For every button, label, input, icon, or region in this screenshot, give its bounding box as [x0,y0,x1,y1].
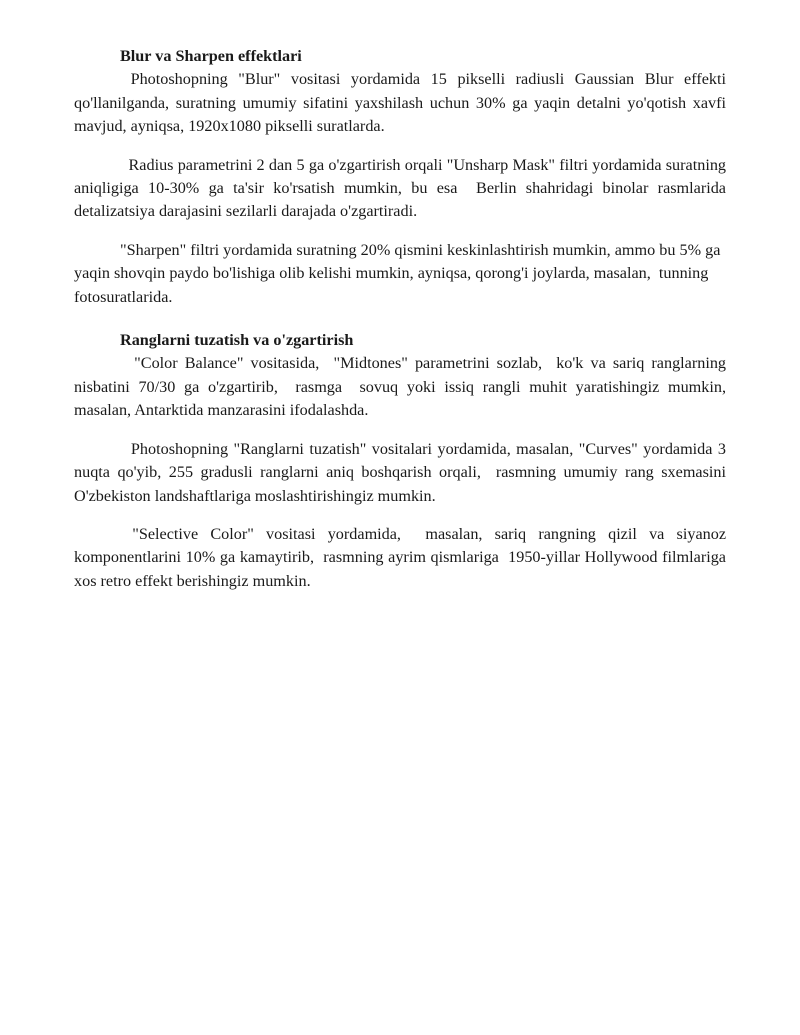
section-color-correction [74,329,731,593]
section-heading: Blur va Sharpen effektlari [120,47,302,65]
section-blur-sharpen [74,45,735,309]
paragraph: Photoshopning "Blur" vositasi yordamida 15 pikselli radiusli Gaussian Blur effekti qo'llanilganda, suratning umumiy sifatini yaxshilash uchun 30% ga yaqin detalni yo'qotish xavfi mavjud, ayniqsa, 1920x1080 pikselli suratlarda. [74,70,731,136]
paragraph: Photoshopning "Ranglarni tuzatish" vositalari yordamida, masalan, "Curves" yordamida 3 nuqta qo'yib, 255 gradusli ranglarni aniq boshqarish orqali, rasmning umumiy rang sxemasini O'zbekiston landshaftlariga moslashtirishingiz mumkin. [74,439,731,505]
paragraph: "Color Balance" vositasida, "Midtones" parametrini sozlab, ko'k va sariq ranglarning nisbatini 70/30 ga o'zgartirib, rasmga sovuq yoki issiq rangli muhit yaratishingiz mumkin, masalan, Antarktida manzarasini ifodalashda. [74,354,731,420]
paragraph: Radius parametrini 2 dan 5 ga o'zgartirish orqali "Unsharp Mask" filtri yordamida suratning aniqligiga 10-30% ga ta'sir ko'rsatish mumkin, bu esa Berlin shahridagi binolar rasmlarida detalizatsiya darajasini sezilarli darajada o'zgartiradi. [74,155,735,221]
paragraph: "Sharpen" filtri yordamida suratning 20% qismini keskinlashtirish mumkin, ammo bu 5% ga yaqin shovqin paydo bo'lishiga olib kelishi mumkin, ayniqsa, qorong'i joylarda, masalan, tunning fotosuratlarida. [74,240,725,306]
document-page [74,45,735,593]
section-heading: Ranglarni tuzatish va o'zgartirish [120,331,354,350]
paragraph: "Selective Color" vositasi yordamida, masalan, sariq rangning qizil va siyanoz komponentlarini 10% ga kamaytirib, rasmning ayrim qismlariga 1950-yillar Hollywood filmlariga xos retro effekt berishingiz mumkin. [74,524,731,590]
